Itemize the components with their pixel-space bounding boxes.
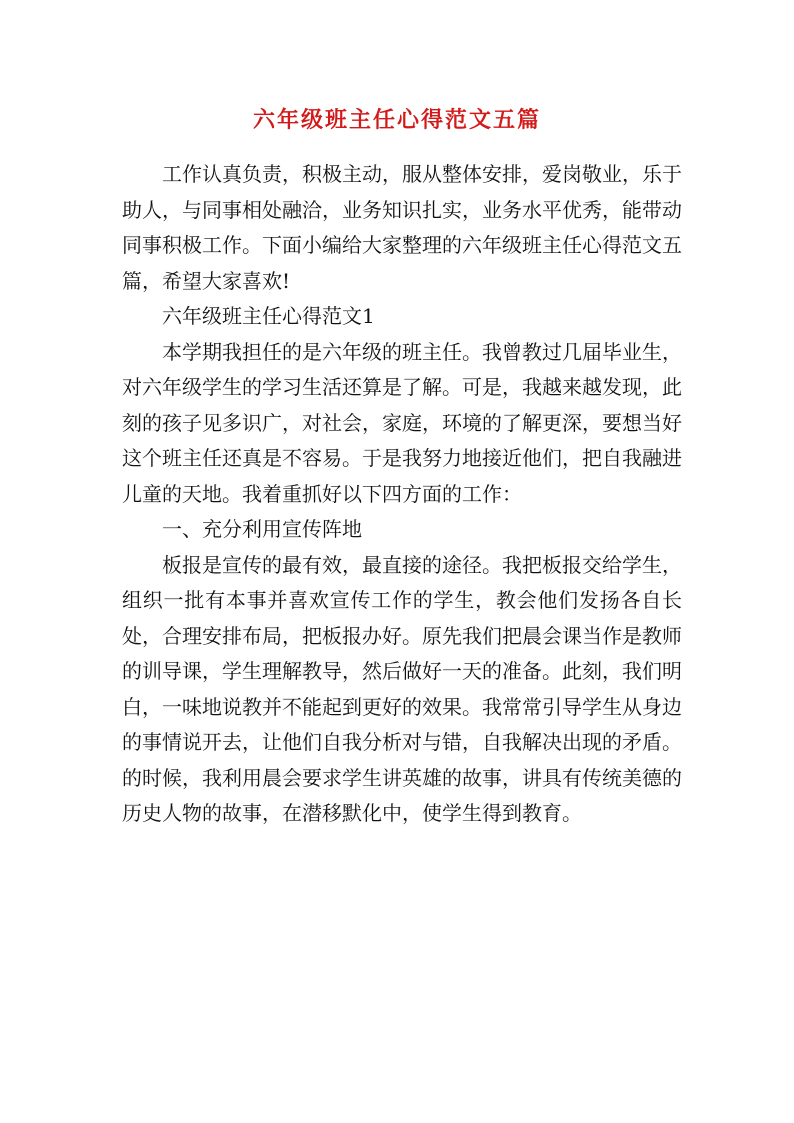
section-heading-essay-1: 六年级班主任心得范文1 bbox=[162, 304, 375, 328]
document-body bbox=[122, 157, 682, 832]
essay-1-paragraph-1: 本学期我担任的是六年级的班主任。我曾教过几届毕业生，对六年级学生的学习生活还算是了解。可是，我越来越发现，此刻的孩子见多识广，对社会，家庭，环境的了解更深，要想当好这个班主任还真是不容易。于是我努力地接近他们，把自我融进儿童的天地。我着重抓好以下四方面的工作： bbox=[122, 339, 682, 506]
intro-paragraph: 工作认真负责，积极主动，服从整体安排，爱岗敬业，乐于助人，与同事相处融洽，业务知识扎实，业务水平优秀，能带动同事积极工作。下面小编给大家整理的六年级班主任心得范文五篇，希望大家喜欢! bbox=[122, 162, 682, 293]
document-title: 六年级班主任心得范文五篇 bbox=[252, 107, 541, 133]
essay-1-paragraph-2: 板报是宣传的最有效，最直接的途径。我把板报交给学生，组织一批有本事并喜欢宣传工作的学生，教会他们发扬各自长处，合理安排布局，把板报办好。原先我们把晨会课当作是教师的训导课，学生理解教导，然后做好一天的准备。此刻，我们明白，一味地说教并不能起到更好的效果。我常常引导学生从身边的事情说开去，让他们自我分析对与错，自我解决出现的矛盾。的时候，我利用晨会要求学生讲英雄的故事，讲具有传统美德的历史人物的故事，在潜移默化中，使学生得到教育。 bbox=[122, 552, 682, 825]
subsection-heading-1: 一、充分利用宣传阵地 bbox=[162, 517, 362, 541]
